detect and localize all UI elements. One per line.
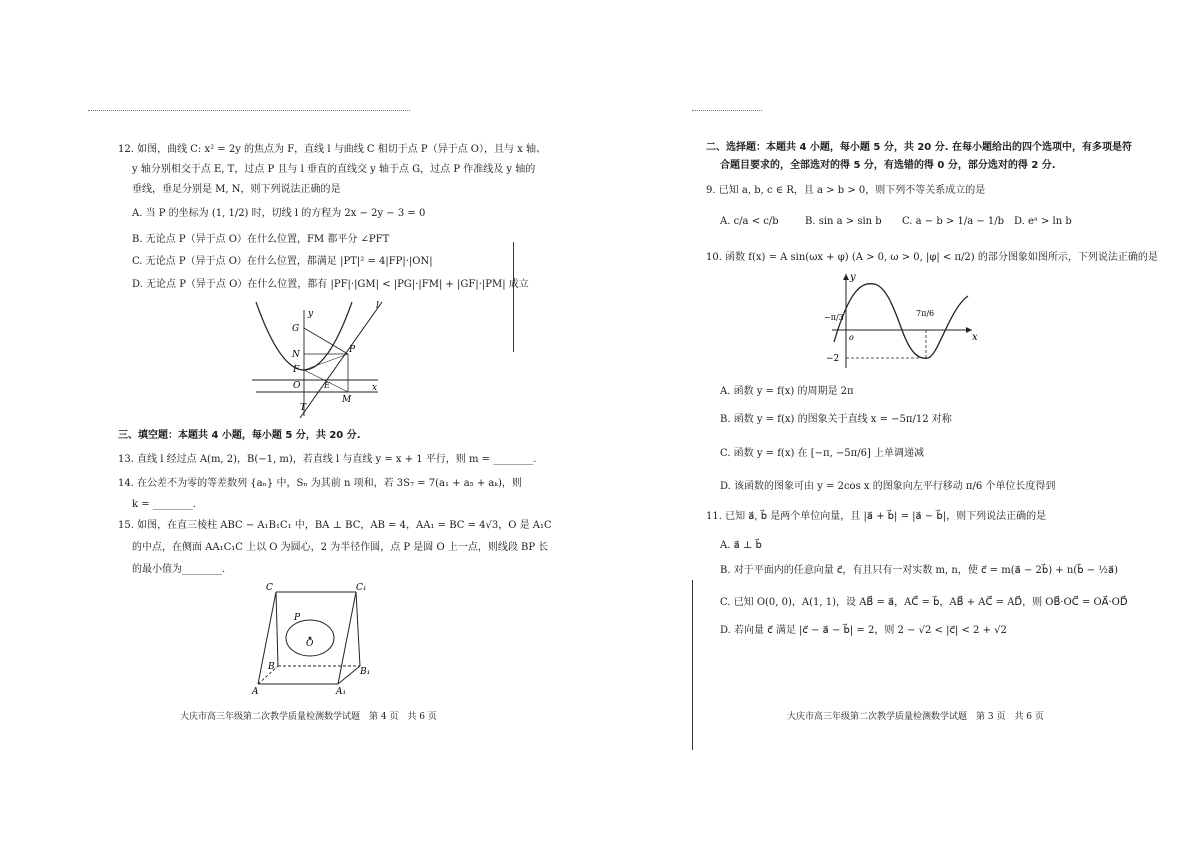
- label-c: C: [266, 583, 273, 593]
- q13-text: 13. 直线 l 经过点 A(m, 2)，B(−1, m)，若直线 l 与直线 y = x + 1 平行，则 m = ________.: [118, 454, 537, 465]
- q10-option-c: C. 函数 y = f(x) 在 [−π, −5π/6] 上单调递减: [720, 448, 925, 459]
- section2-title-line2: 合题目要求的，全部选对的得 5 分，有选错的得 0 分，部分选对的得 2 分.: [720, 160, 1056, 171]
- q9-option-d: D. eᵃ > ln b: [1014, 216, 1072, 227]
- right-page-footer: 大庆市高三年级第二次教学质量检测数学试题 第 3 页 共 6 页: [787, 712, 1044, 722]
- parabola-figure: [248, 298, 388, 418]
- label-neg-2: −2: [826, 354, 840, 364]
- q11-option-c: C. 已知 O(0, 0)，A(1, 1)，设 AB⃗ = a⃗，AC⃗ = b⃗，AB⃗ + AC⃗ = AD⃗，则 OB⃗·OC⃗ = OA⃗·OD⃗: [720, 597, 1128, 608]
- label-m: M: [342, 395, 352, 405]
- top-divider: [692, 110, 762, 111]
- label-o: O: [306, 639, 314, 649]
- label-b: B: [268, 662, 275, 672]
- section3-title: 三、填空题：本题共 4 小题，每小题 5 分，共 20 分.: [118, 430, 361, 441]
- right-page: [600, 0, 1200, 850]
- label-l: l: [376, 301, 379, 311]
- q11-stem: 11. 已知 a⃗, b⃗ 是两个单位向量，且 |a⃗ + b⃗| = |a⃗ − b⃗|，则下列说法正确的是: [706, 511, 1047, 522]
- edge-cb: [276, 592, 278, 666]
- page-edge-line: [513, 242, 514, 352]
- q9-option-a: A. c/a < c/b: [720, 216, 779, 227]
- label-o: O: [293, 381, 301, 391]
- q11-option-d: D. 若向量 c⃗ 满足 |c⃗ − a⃗ − b⃗| = 2，则 2 − √2 < |c⃗| < 2 + √2: [720, 625, 1007, 636]
- prism-figure: [248, 580, 378, 698]
- label-neg-pi-3: −π/3: [824, 313, 844, 322]
- label-n: N: [292, 350, 300, 360]
- edge-c1a1: [338, 592, 356, 684]
- label-7pi-6: 7π/6: [916, 309, 935, 318]
- normal-line-pg: [304, 328, 348, 354]
- q14-line2: k = ________.: [132, 499, 196, 510]
- label-b1: B₁: [360, 667, 371, 677]
- label-x: x: [972, 332, 978, 343]
- page-spine-line: [692, 580, 693, 750]
- label-f: F: [293, 365, 300, 375]
- q12-option-c: C. 无论点 P（异于点 O）在什么位置，都满足 |PT|² = 4|FP|·|ON|: [132, 256, 433, 267]
- q12-option-d: D. 无论点 P（异于点 O）在什么位置，都有 |PF|·|GM| < |PG|·|FM| + |GF|·|PM| 成立: [132, 279, 529, 290]
- tangent-line-l: [300, 302, 382, 418]
- q10-option-d: D. 该函数的图象可由 y = 2cos x 的图象向左平行移动 π/6 个单位长度得到: [720, 481, 1056, 492]
- label-origin: o: [849, 333, 854, 342]
- left-page-footer: 大庆市高三年级第二次教学质量检测数学试题 第 4 页 共 6 页: [180, 712, 437, 722]
- top-divider: [88, 110, 410, 111]
- q11-option-b: B. 对于平面内的任意向量 c⃗，有且只有一对实数 m, n，使 c⃗ = m(a⃗ − 2b⃗) + n(b⃗ − ½a⃗): [720, 565, 1118, 576]
- label-x: x: [372, 383, 378, 393]
- q9-option-c: C. a − b > 1/a − 1/b: [902, 216, 1005, 227]
- q10-option-b: B. 函数 y = f(x) 的图象关于直线 x = −5π/12 对称: [720, 414, 952, 425]
- label-a: A: [252, 687, 259, 697]
- label-p: P: [349, 345, 356, 355]
- section2-title-line1: 二、选择题：本题共 4 小题，每小题 5 分，共 20 分. 在每小题给出的四个选项中，有多项是符: [706, 142, 1133, 153]
- label-p: P: [294, 613, 301, 623]
- q12-line3: 垂线，垂足分别是 M, N，则下列说法正确的是: [132, 184, 341, 195]
- edge-c1b1: [356, 592, 360, 666]
- q11-option-a: A. a⃗ ⊥ b⃗: [720, 540, 762, 551]
- q10-option-a: A. 函数 y = f(x) 的周期是 2π: [720, 386, 854, 397]
- label-g: G: [292, 324, 300, 334]
- sine-graph-figure: [822, 268, 992, 372]
- y-axis-arrow: [843, 274, 849, 280]
- q15-line2: 的中点，在侧面 AA₁C₁C 上以 O 为圆心，2 为半径作圆，点 P 是圆 O 上一点，则线段 BP 长: [132, 542, 549, 553]
- q12-option-a: A. 当 P 的坐标为 (1, 1/2) 时，切线 l 的方程为 2x − 2y − 3 = 0: [132, 208, 426, 219]
- label-y: y: [308, 309, 314, 319]
- q9-option-b: B. sin a > sin b: [805, 216, 882, 227]
- q10-stem: 10. 函数 f(x) = A sin(ωx + φ) (A > 0, ω > 0, |φ| < π/2) 的部分图象如图所示，下列说法正确的是: [706, 252, 1158, 263]
- label-e: E: [324, 381, 330, 390]
- q15-line1: 15. 如图，在直三棱柱 ABC − A₁B₁C₁ 中，BA ⊥ BC，AB = 4，AA₁ = BC = 4√3，O 是 A₁C: [118, 520, 552, 531]
- label-a1: A₁: [336, 687, 347, 697]
- q14-line1: 14. 在公差不为零的等差数列 {aₙ} 中，Sₙ 为其前 n 项和，若 3S₇ = 7(a₁ + a₅ + aₖ)，则: [118, 478, 522, 489]
- label-y: y: [850, 272, 856, 283]
- q12-line1: 12. 如图，曲线 C: x² = 2y 的焦点为 F，直线 l 与曲线 C 相切于点 P（异于点 O），且与 x 轴、: [118, 144, 546, 155]
- sine-curve: [834, 284, 968, 359]
- q9-stem: 9. 已知 a, b, c ∈ R，且 a > b > 0，则下列不等关系成立的是: [706, 185, 986, 196]
- q12-option-b: B. 无论点 P（异于点 O）在什么位置，FM 都平分 ∠PFT: [132, 234, 390, 245]
- label-t: T: [300, 403, 307, 413]
- q12-line2: y 轴分别相交于点 E, T，过点 P 且与 l 垂直的直线交 y 轴于点 G，过点 P 作准线及 y 轴的: [132, 164, 536, 175]
- q15-line3: 的最小值为________.: [132, 564, 226, 575]
- label-c1: C₁: [356, 583, 367, 593]
